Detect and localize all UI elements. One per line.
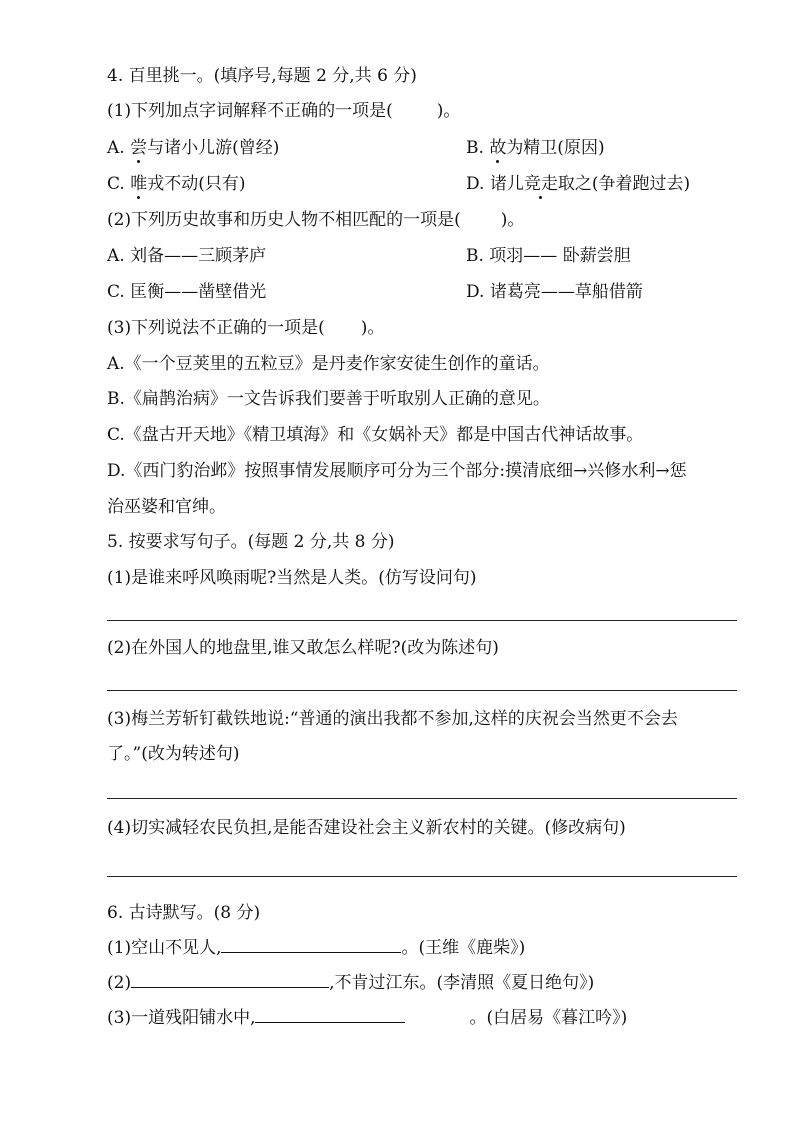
q5-s1: (1)是谁来呼风唤雨呢?当然是人类。(仿写设问句) (107, 568, 477, 588)
q6-s2-prefix: (2) (107, 973, 132, 993)
option-text: 与诸小儿游(曾经) (147, 138, 280, 158)
fill-blank[interactable] (255, 1008, 405, 1023)
option-label: D. 诸儿 (466, 174, 524, 194)
option-label: B. (466, 138, 490, 158)
q4-s2-stem-end: )。 (500, 210, 525, 230)
q4-s1-stem-text: (1)下列加点字词解释不正确的一项是( (107, 101, 393, 121)
q4-s2-option-d: D. 诸葛亮——草船借箭 (466, 282, 643, 302)
q4-s2-option-b: B. 项羽—— 卧薪尝胆 (466, 246, 631, 266)
q4-s3-option-b: B.《扁鹊治病》一文告诉我们要善于听取别人正确的意见。 (107, 389, 550, 409)
q4-s2-stem (107, 210, 524, 230)
q4-s3-stem (107, 318, 384, 338)
dotted-char: 唯 (130, 174, 148, 194)
option-text: 戎不动(只有) (147, 174, 246, 194)
dotted-char: 故 (489, 138, 507, 158)
q4-s1-stem-end: )。 (436, 101, 461, 121)
q4-s3-stem-end: )。 (360, 318, 385, 338)
q4-s2-stem-text: (2)下列历史故事和历史人物不相匹配的一项是( (107, 210, 461, 230)
q5-s3-line1: (3)梅兰芳斩钉截铁地说:“普通的演出我都不参加,这样的庆祝会当然更不会去 (107, 709, 678, 729)
answer-line[interactable] (107, 798, 737, 799)
q4-s1-option-b (466, 138, 605, 158)
option-text: 取之(争着跑过去) (557, 174, 691, 194)
q4-s1-stem (107, 101, 460, 121)
fill-blank[interactable] (131, 973, 329, 988)
q4-s2-option-c: C. 匡衡——凿壁借光 (107, 282, 267, 302)
q4-s1-option-c (107, 174, 245, 194)
q5-s2: (2)在外国人的地盘里,谁又敢怎么样呢?(改为陈述句) (107, 638, 499, 658)
q4-s1-option-d (466, 174, 690, 194)
q5-s4: (4)切实减轻农民负担,是能否建设社会主义新农村的关键。(修改病句) (107, 818, 626, 838)
q4-s3-option-a: A.《一个豆荚里的五粒豆》是丹麦作家安徒生创作的童话。 (107, 354, 550, 374)
q4-s3-option-d-line1: D.《西门豹治邺》按照事情发展顺序可分为三个部分:摸清底细→兴修水利→惩 (107, 461, 687, 481)
answer-line[interactable] (107, 690, 737, 691)
option-label: C. (107, 174, 131, 194)
q6-title: 6. 古诗默写。(8 分) (107, 903, 261, 923)
q6-s1-prefix: (1)空山不见人, (107, 938, 222, 958)
q4-s1-option-a (107, 138, 279, 158)
fill-blank[interactable] (221, 938, 401, 953)
q5-s3-line2: 了。”(改为转述句) (107, 744, 240, 764)
q4-s2-option-a: A. 刘备——三顾茅庐 (107, 246, 267, 266)
q6-s1-suffix: 。(王维《鹿柴》) (401, 938, 526, 958)
q5-title: 5. 按要求写句子。(每题 2 分,共 8 分) (107, 532, 395, 552)
answer-line[interactable] (107, 876, 737, 877)
option-label: A. (107, 138, 131, 158)
answer-line[interactable] (107, 620, 737, 621)
q4-s3-option-d-line2: 治巫婆和官绅。 (107, 497, 226, 517)
q6-s2 (107, 973, 594, 993)
q6-s3-prefix: (3)一道残阳铺水中, (107, 1008, 256, 1028)
dotted-char: 竞走 (523, 174, 558, 194)
q6-s1 (107, 938, 525, 958)
option-text: 为精卫(原因) (506, 138, 605, 158)
q4-s3-stem-text: (3)下列说法不正确的一项是( (107, 318, 325, 338)
q6-s2-suffix: ,不肯过江东。(李清照《夏日绝句》) (329, 973, 595, 993)
q6-s3-suffix: 。(白居易《暮江吟》) (469, 1008, 628, 1028)
dotted-char: 尝 (130, 138, 148, 158)
q6-s3 (107, 1008, 627, 1028)
q4-title: 4. 百里挑一。(填序号,每题 2 分,共 6 分) (107, 66, 417, 86)
q4-s3-option-c: C.《盘古开天地》《精卫填海》和《女娲补天》都是中国古代神话故事。 (107, 425, 644, 445)
